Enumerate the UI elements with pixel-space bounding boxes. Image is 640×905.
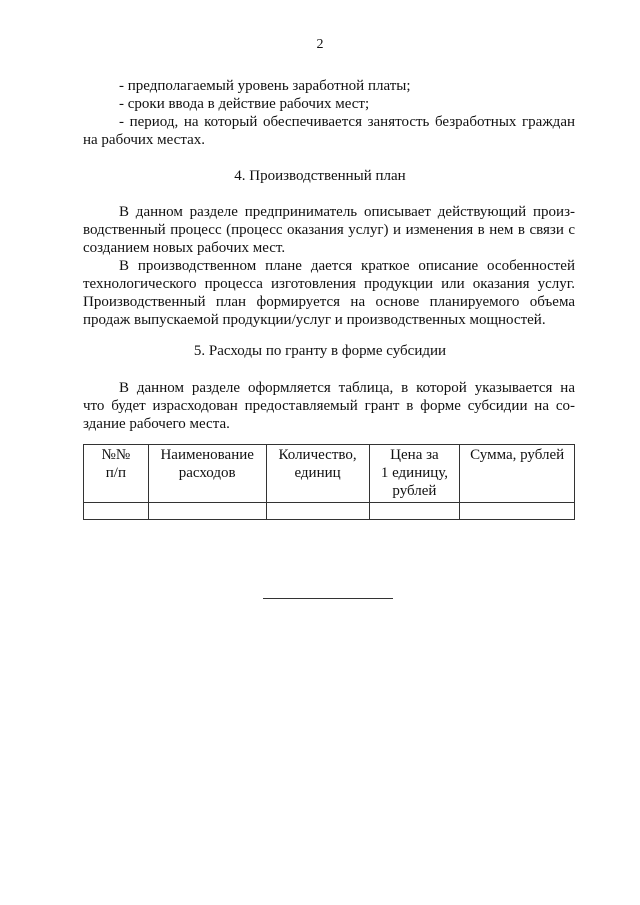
bullet-salary: - предполагаемый уровень заработной платы; [119, 78, 411, 94]
table-header-row [84, 445, 575, 503]
table-cell [369, 503, 460, 520]
section-5-heading: 5. Расходы по гранту в форме субсидии [193, 343, 447, 359]
section-4-line: созданием новых рабочих мест. [83, 240, 286, 256]
section-5-line: что будет израсходован предоставляемый грант в форме субсидии на со- [83, 398, 575, 414]
section-4-line: Производственный план формируется на основе планируемого объема [83, 294, 575, 310]
page-number: 2 [316, 37, 324, 52]
section-4-line: водственный процесс (процесс оказания услуг) и изменения в нем в связи с [83, 222, 575, 238]
bullet-deadlines: - сроки ввода в действие рабочих мест; [119, 96, 370, 112]
bullet-period-cont: на рабочих местах. [83, 132, 205, 148]
section-4-line: В данном разделе предприниматель описывает действующий произ- [119, 204, 575, 220]
section-4-heading: 4. Производственный план [234, 168, 406, 184]
table-row [84, 503, 575, 520]
section-4-line: В производственном плане дается краткое описание особенностей [119, 258, 575, 274]
table-cell [148, 503, 266, 520]
col-header-number: №№ п/п [84, 445, 149, 503]
table-cell [460, 503, 575, 520]
col-header-total: Сумма, рублей [460, 445, 575, 503]
section-5-line: здание рабочего места. [83, 416, 230, 432]
section-4-line: продаж выпускаемой продукции/услуг и производственных мощностей. [83, 312, 546, 328]
table-cell [84, 503, 149, 520]
col-header-unit-price: Цена за 1 единицу, рублей [369, 445, 460, 503]
grant-expenses-table [83, 444, 575, 520]
col-header-expense-name: Наименование расходов [148, 445, 266, 503]
col-header-quantity: Количество, единиц [266, 445, 369, 503]
end-divider [263, 598, 393, 599]
table-cell [266, 503, 369, 520]
section-4-line: технологического процесса изготовления продукции или оказания услуг. [83, 276, 575, 292]
section-5-line: В данном разделе оформляется таблица, в которой указывается на [119, 380, 575, 396]
bullet-period: - период, на который обеспечивается занятость безработных граждан [119, 114, 575, 130]
